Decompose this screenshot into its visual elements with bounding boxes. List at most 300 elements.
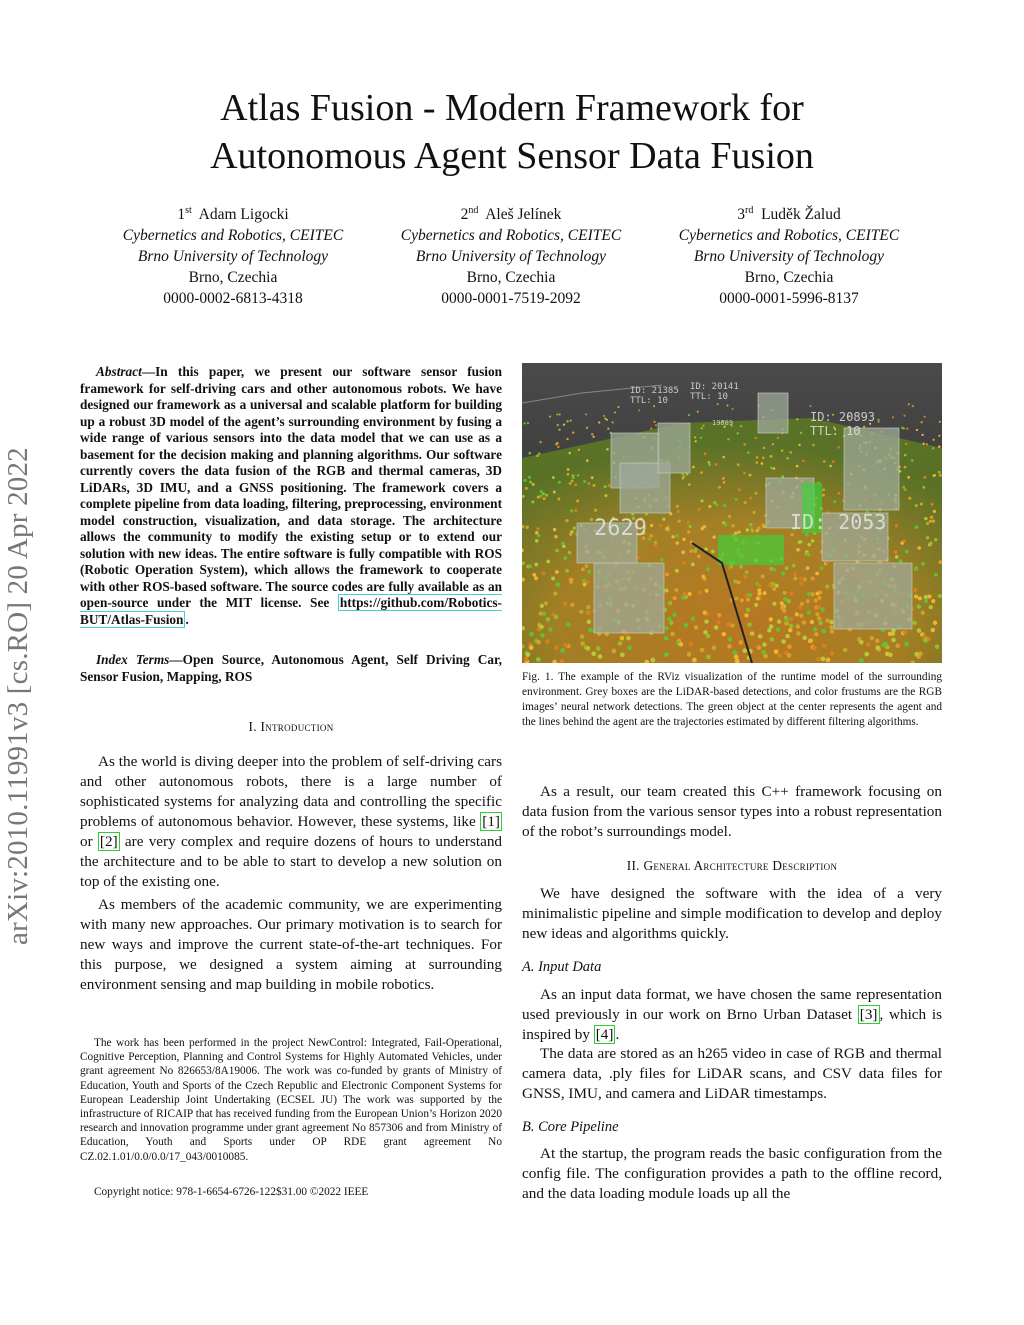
- point-cloud-dot: [817, 596, 821, 600]
- point-cloud-dot: [700, 471, 703, 474]
- point-cloud-dot: [670, 632, 675, 637]
- point-cloud-dot: [606, 419, 608, 421]
- point-cloud-dot: [832, 460, 835, 463]
- point-cloud-dot: [798, 540, 802, 544]
- point-cloud-dot: [604, 494, 607, 497]
- point-cloud-dot: [757, 588, 761, 592]
- intro-paragraph-1: As the world is diving deeper into the problem of self-driving cars and other autonomous robots, there is a large number of sophisticated systems for analyzing data and controlling the specific problems of autonomous behavior. However, these systems, like [1] or [2] are very complex and require dozens of hours to understand the architecture and to be able to start to develop a new solution on top of the existing one.: [80, 753, 503, 890]
- point-cloud-dot: [821, 657, 826, 662]
- point-cloud-dot: [598, 654, 603, 659]
- point-cloud-dot: [883, 642, 888, 647]
- point-cloud-dot: [740, 598, 744, 602]
- point-cloud-dot: [921, 434, 923, 436]
- point-cloud-dot: [755, 492, 758, 495]
- point-cloud-dot: [757, 592, 761, 596]
- point-cloud-dot: [922, 486, 925, 489]
- point-cloud-dot: [617, 406, 619, 408]
- point-cloud-dot: [570, 530, 573, 533]
- point-cloud-dot: [594, 509, 597, 512]
- point-cloud-dot: [903, 415, 905, 417]
- author-university: Brno University of Technology: [693, 248, 885, 266]
- point-cloud-dot: [691, 563, 695, 567]
- point-cloud-dot: [933, 510, 936, 513]
- point-cloud-dot: [572, 432, 574, 434]
- point-cloud-dot: [921, 562, 925, 566]
- point-cloud-dot: [569, 578, 573, 582]
- point-cloud-dot: [675, 569, 679, 573]
- point-cloud-dot: [822, 488, 825, 491]
- point-cloud-dot: [785, 566, 789, 570]
- point-cloud-dot: [654, 543, 658, 547]
- point-cloud-dot: [772, 602, 776, 606]
- detection-label: 2629: [594, 516, 647, 541]
- point-cloud-dot: [540, 604, 544, 608]
- point-cloud-dot: [904, 466, 907, 469]
- citation-link[interactable]: [1]: [482, 813, 500, 830]
- point-cloud-dot: [888, 632, 893, 637]
- point-cloud-dot: [798, 605, 802, 609]
- point-cloud-dot: [653, 421, 655, 423]
- point-cloud-dot: [823, 460, 826, 463]
- point-cloud-dot: [726, 622, 730, 626]
- author-name: 2nd Aleš Jelínek: [460, 205, 562, 224]
- point-cloud-dot: [532, 573, 536, 577]
- point-cloud-dot: [587, 570, 591, 574]
- point-cloud-dot: [768, 583, 772, 587]
- point-cloud-dot: [556, 414, 558, 416]
- point-cloud-dot: [932, 439, 934, 441]
- point-cloud-dot: [681, 596, 685, 600]
- index-terms: [80, 652, 502, 685]
- index-terms-label: Index Terms: [96, 652, 170, 667]
- point-cloud-dot: [875, 645, 880, 650]
- point-cloud-dot: [749, 497, 752, 500]
- point-cloud-dot: [539, 625, 543, 629]
- point-cloud-dot: [607, 428, 609, 430]
- point-cloud-dot: [780, 606, 784, 610]
- abstract: Abstract—In this paper, we present our software sensor fusion framework for self-driving cars and other autonomous robots. We have designed our framework as a universal and scalable platform for building up a robust 3D model of the agent’s surrounding environment by fusing a wide range of various sensors into the data model that we can use as a basement for the decision making and planning algorithms. Our software currently covers the data fusion of the RGB and thermal cameras, 3D LiDARs, 3D IMU, and a GNSS positioning. The framework covers a complete pipeline from data loading, filtering, preprocessing, environment model construction, visualization, and data storage. The architecture allows the community to modify the existing setup or to extend our solution with new ideas. The entire software is fully compatible with ROS (Robotic Operation System), which allows the framework to cooperate with other ROS-based software. The source codes are fully available as an open-source under the MIT license. See https://github.com/Robotics-BUT/Atlas-Fusion .: [80, 364, 502, 627]
- point-cloud-dot: [870, 636, 875, 641]
- point-cloud-dot: [737, 463, 740, 466]
- point-cloud-dot: [812, 646, 817, 651]
- point-cloud-dot: [664, 588, 668, 592]
- point-cloud-dot: [877, 419, 879, 421]
- point-cloud-dot: [921, 611, 925, 615]
- point-cloud-dot: [676, 541, 680, 545]
- point-cloud-dot: [792, 564, 796, 568]
- point-cloud-dot: [915, 504, 918, 507]
- point-cloud-dot: [726, 404, 728, 406]
- point-cloud-dot: [591, 433, 593, 435]
- point-cloud-dot: [866, 642, 871, 647]
- point-cloud-dot: [933, 474, 936, 477]
- point-cloud-dot: [790, 592, 794, 596]
- point-cloud-dot: [682, 591, 686, 595]
- citation-link[interactable]: [3]: [859, 1006, 878, 1023]
- point-cloud-dot: [781, 639, 786, 644]
- point-cloud-dot: [536, 527, 539, 530]
- point-cloud-dot: [556, 583, 560, 587]
- point-cloud-dot: [787, 599, 791, 603]
- point-cloud-dot: [664, 636, 669, 641]
- point-cloud-dot: [863, 426, 865, 428]
- figure-caption: Fig. 1. The example of the RViz visualization of the runtime model of the surrounding environment. Grey boxes are the LiDAR-based detections, and color frustums are the RGB images’ neural network detections. The green object at the center represents the agent and the lines behind the agent are the trajectories estimated by different filtering algorithms.: [522, 671, 942, 728]
- abstract-text: —In this paper, we present our software sensor fusion framework for self-driving cars and other autonomous robots. We have designed our framework as a universal and scalable platform for building up a robust 3D model of the agent’s surrounding environment by fusing a wide range of various sensors into the data model that we can use as a basement for the decision making and planning algorithms. Our software currently covers the data fusion of the RGB and thermal cameras, 3D LiDARs, 3D IMU, and a GNSS positioning. The framework covers a complete pipeline from data loading, filtering, preprocessing, environment model construction, visualization, and data storage. The architecture allows the community to modify the existing setup or to extend our solution with new ideas. The entire software is fully compatible with ROS (Robotic Operation System), which allows the framework to cooperate with other ROS-based software. The source codes are fully available as an open-source under the MIT license. See: [80, 364, 502, 610]
- point-cloud-dot: [561, 542, 565, 546]
- point-cloud-dot: [572, 474, 575, 477]
- point-cloud-dot: [681, 550, 685, 554]
- point-cloud-dot: [777, 437, 779, 439]
- point-cloud-dot: [733, 579, 737, 583]
- point-cloud-dot: [815, 591, 819, 595]
- point-cloud-dot: [922, 634, 927, 639]
- github-link[interactable]: https://github.com/Robotics-BUT/Atlas-Fusion: [80, 595, 502, 627]
- point-cloud-dot: [743, 575, 747, 579]
- point-cloud-dot: [522, 495, 525, 498]
- point-cloud-dot: [776, 627, 780, 631]
- point-cloud-dot: [579, 610, 583, 614]
- point-cloud-dot: [924, 595, 928, 599]
- point-cloud-dot: [810, 620, 814, 624]
- point-cloud-dot: [559, 413, 561, 415]
- point-cloud-dot: [542, 492, 545, 495]
- point-cloud-dot: [933, 621, 937, 625]
- point-cloud-dot: [532, 483, 535, 486]
- point-cloud-dot: [939, 421, 941, 423]
- author-city: Brno, Czechia: [188, 269, 278, 287]
- citation-link[interactable]: [4]: [595, 1026, 614, 1043]
- intro-paragraph-2: As members of the academic community, we are experimenting with many new approaches. Our primary motivation is to search for new ways and improve the current state-of-the-art techniques. For this purpose, we designed a system aiming at surrounding environment sensing and map building in mobile robotics.: [80, 896, 502, 993]
- author-block-3: [654, 200, 924, 309]
- point-cloud-dot: [692, 466, 695, 469]
- point-cloud-dot: [830, 629, 834, 633]
- point-cloud-dot: [555, 549, 559, 553]
- point-cloud-dot: [626, 636, 631, 641]
- point-cloud-dot: [697, 411, 699, 413]
- point-cloud-dot: [904, 454, 907, 457]
- citation-link[interactable]: [2]: [99, 833, 118, 850]
- point-cloud-dot: [689, 641, 694, 646]
- detection-label: TTL: 10: [810, 424, 861, 438]
- point-cloud-dot: [545, 494, 548, 497]
- point-cloud-dot: [830, 651, 835, 656]
- right-paragraph-2: We have designed the software with the idea of a very minimalistic pipeline and simple modification to develop and deploy new ideas and algorithms quickly.: [522, 885, 942, 942]
- point-cloud-dot: [926, 443, 928, 445]
- point-cloud-dot: [837, 446, 840, 449]
- point-cloud-dot: [734, 531, 737, 534]
- point-cloud-dot: [924, 517, 927, 520]
- point-cloud-dot: [586, 459, 589, 462]
- author-name: 1st Adam Ligocki: [177, 205, 289, 224]
- point-cloud-dot: [914, 594, 918, 598]
- author-affiliation: Cybernetics and Robotics, CEITEC: [400, 227, 622, 245]
- point-cloud-dot: [818, 621, 822, 625]
- point-cloud-dot: [777, 653, 782, 658]
- point-cloud-dot: [798, 444, 800, 446]
- point-cloud-dot: [821, 607, 825, 611]
- point-cloud-dot: [649, 534, 652, 537]
- point-cloud-dot: [585, 564, 589, 568]
- point-cloud-dot: [552, 476, 555, 479]
- point-cloud-dot: [571, 479, 574, 482]
- point-cloud-dot: [811, 592, 815, 596]
- point-cloud-dot: [717, 403, 719, 405]
- point-cloud-dot: [563, 643, 568, 648]
- point-cloud-dot: [905, 550, 909, 554]
- point-cloud-dot: [837, 492, 840, 495]
- point-cloud-dot: [745, 570, 749, 574]
- point-cloud-dot: [826, 658, 831, 663]
- point-cloud-dot: [877, 420, 879, 422]
- point-cloud-dot: [895, 555, 899, 559]
- point-cloud-dot: [542, 571, 546, 575]
- point-cloud-dot: [688, 483, 691, 486]
- point-cloud-dot: [727, 438, 729, 440]
- point-cloud-dot: [583, 480, 586, 483]
- point-cloud-dot: [785, 618, 789, 622]
- point-cloud-dot: [702, 424, 704, 426]
- point-cloud-dot: [939, 474, 942, 477]
- point-cloud-dot: [857, 637, 862, 642]
- point-cloud-dot: [567, 468, 570, 471]
- point-cloud-dot: [772, 443, 774, 445]
- author-city: Brno, Czechia: [466, 269, 556, 287]
- right-paragraph-4: The data are stored as an h265 video in case of RGB and thermal camera data, .ply files for LiDAR scans, and CSV data files for GNSS, IMU, and camera and LiDAR timestamps.: [522, 1045, 942, 1102]
- point-cloud-dot: [938, 445, 941, 448]
- point-cloud-dot: [728, 637, 733, 642]
- point-cloud-dot: [715, 463, 718, 466]
- point-cloud-dot: [787, 653, 792, 658]
- point-cloud-dot: [650, 427, 652, 429]
- point-cloud-dot: [538, 452, 541, 455]
- point-cloud-dot: [789, 617, 793, 621]
- right-paragraph-5: At the startup, the program reads the basic configuration from the config file. The configuration provides a path to the offline record, and the data loading module loads up all the: [522, 1145, 942, 1202]
- point-cloud-dot: [548, 627, 552, 631]
- point-cloud-dot: [917, 605, 921, 609]
- point-cloud-dot: [673, 596, 677, 600]
- point-cloud-dot: [529, 481, 532, 484]
- point-cloud-dot: [540, 490, 543, 493]
- point-cloud-dot: [811, 539, 815, 543]
- point-cloud-dot: [676, 505, 679, 508]
- point-cloud-dot: [734, 596, 738, 600]
- point-cloud-dot: [545, 639, 550, 644]
- point-cloud-dot: [681, 473, 684, 476]
- point-cloud-dot: [907, 476, 910, 479]
- point-cloud-dot: [793, 577, 797, 581]
- point-cloud-dot: [611, 421, 613, 423]
- title-line-1: Atlas Fusion - Modern Framework for: [220, 87, 804, 129]
- abstract-label: Abstract: [96, 364, 142, 379]
- author-name: 3rd Luděk Žalud: [737, 205, 841, 224]
- point-cloud-dot: [587, 611, 591, 615]
- point-cloud-dot: [563, 602, 567, 606]
- point-cloud-dot: [918, 596, 922, 600]
- point-cloud-dot: [781, 475, 784, 478]
- point-cloud-dot: [864, 652, 869, 657]
- point-cloud-dot: [806, 599, 810, 603]
- point-cloud-dot: [586, 646, 591, 651]
- point-cloud-dot: [664, 626, 668, 630]
- point-cloud-dot: [938, 560, 942, 564]
- point-cloud-dot: [688, 525, 691, 528]
- point-cloud-dot: [799, 614, 803, 618]
- point-cloud-dot: [598, 421, 600, 423]
- point-cloud-dot: [524, 657, 529, 662]
- point-cloud-dot: [769, 617, 773, 621]
- point-cloud-dot: [591, 476, 594, 479]
- point-cloud-dot: [611, 649, 616, 654]
- point-cloud-dot: [614, 411, 616, 413]
- detection-label: TTL: 10: [630, 396, 668, 406]
- point-cloud-dot: [722, 456, 725, 459]
- point-cloud-dot: [662, 518, 665, 521]
- point-cloud-dot: [822, 494, 825, 497]
- point-cloud-dot: [554, 615, 558, 619]
- point-cloud-dot: [843, 648, 848, 653]
- point-cloud-dot: [929, 520, 932, 523]
- point-cloud-dot: [701, 575, 705, 579]
- copyright-notice: Copyright notice: 978-1-6654-6726-122$31.00 ©2022 IEEE: [94, 1186, 369, 1198]
- point-cloud-dot: [811, 577, 815, 581]
- point-cloud-dot: [814, 632, 819, 637]
- point-cloud-dot: [763, 654, 768, 659]
- point-cloud-dot: [758, 634, 763, 639]
- point-cloud-dot: [914, 567, 918, 571]
- author-orcid: 0000-0001-7519-2092: [441, 290, 581, 308]
- point-cloud-dot: [829, 625, 833, 629]
- point-cloud-dot: [529, 452, 532, 455]
- point-cloud-dot: [531, 500, 534, 503]
- point-cloud-dot: [908, 403, 910, 405]
- point-cloud-dot: [694, 436, 696, 438]
- point-cloud-dot: [586, 605, 590, 609]
- point-cloud-dot: [912, 405, 914, 407]
- point-cloud-dot: [525, 487, 528, 490]
- point-cloud-dot: [739, 565, 743, 569]
- point-cloud-dot: [756, 456, 759, 459]
- point-cloud-dot: [553, 491, 556, 494]
- author-university: Brno University of Technology: [137, 248, 329, 266]
- point-cloud-dot: [588, 628, 592, 632]
- point-cloud-dot: [750, 631, 754, 635]
- point-cloud-dot: [711, 550, 715, 554]
- point-cloud-dot: [771, 582, 775, 586]
- point-cloud-dot: [757, 645, 762, 650]
- point-cloud-dot: [934, 538, 937, 541]
- point-cloud-dot: [659, 524, 662, 527]
- point-cloud-dot: [722, 632, 727, 637]
- point-cloud-dot: [754, 437, 756, 439]
- point-cloud-dot: [730, 623, 734, 627]
- point-cloud-dot: [701, 527, 704, 530]
- author-university: Brno University of Technology: [415, 248, 607, 266]
- point-cloud-dot: [570, 419, 572, 421]
- point-cloud-dot: [774, 649, 779, 654]
- detection-label: ID: 2053: [790, 510, 887, 534]
- point-cloud-dot: [706, 634, 711, 639]
- point-cloud-dot: [924, 416, 926, 418]
- point-cloud-dot: [740, 425, 742, 427]
- point-cloud-dot: [585, 413, 587, 415]
- point-cloud-dot: [926, 522, 929, 525]
- point-cloud-dot: [536, 640, 541, 645]
- right-paragraph-1: As a result, our team created this C++ framework focusing on data fusion from the various sensor types into a robust representation of the robot’s surroundings model.: [522, 783, 942, 840]
- point-cloud-dot: [913, 588, 917, 592]
- point-cloud-dot: [900, 541, 904, 545]
- point-cloud-dot: [758, 583, 762, 587]
- point-cloud-dot: [723, 481, 726, 484]
- point-cloud-dot: [769, 567, 773, 571]
- right-paragraph-3: As an input data format, we have chosen the same representation used previously in our work on Brno Urban Dataset [3] , which is inspired by [4] .: [522, 986, 942, 1043]
- paper-title: [0, 84, 1024, 180]
- point-cloud-dot: [667, 617, 671, 621]
- point-cloud-dot: [669, 621, 673, 625]
- point-cloud-dot: [770, 455, 773, 458]
- point-cloud-dot: [780, 601, 784, 605]
- author-block-2: [376, 200, 646, 309]
- point-cloud-dot: [555, 570, 559, 574]
- section-heading-architecture: II. General Architecture Description: [626, 858, 838, 873]
- point-cloud-dot: [891, 638, 896, 643]
- point-cloud-dot: [677, 520, 680, 523]
- author-city: Brno, Czechia: [744, 269, 834, 287]
- point-cloud-dot: [698, 508, 701, 511]
- point-cloud-dot: [706, 567, 710, 571]
- point-cloud-dot: [807, 610, 811, 614]
- title-line-2: Autonomous Agent Sensor Data Fusion: [210, 135, 814, 177]
- point-cloud-dot: [749, 474, 752, 477]
- detection-label: 19689: [712, 419, 734, 427]
- point-cloud-dot: [618, 641, 623, 646]
- point-cloud-dot: [800, 432, 802, 434]
- point-cloud-dot: [577, 474, 580, 477]
- point-cloud-dot: [908, 497, 911, 500]
- point-cloud-dot: [816, 657, 821, 662]
- point-cloud-dot: [829, 620, 833, 624]
- point-cloud-dot: [563, 423, 565, 425]
- point-cloud-dot: [566, 438, 568, 440]
- point-cloud-dot: [904, 642, 909, 647]
- section-heading-introduction: I. Introduction: [248, 719, 334, 734]
- point-cloud-dot: [554, 535, 557, 538]
- point-cloud-dot: [744, 501, 747, 504]
- point-cloud-dot: [747, 622, 751, 626]
- point-cloud-dot: [938, 594, 942, 598]
- point-cloud-dot: [931, 599, 935, 603]
- point-cloud-dot: [664, 652, 669, 657]
- point-cloud-dot: [924, 599, 928, 603]
- point-cloud-dot: [930, 516, 933, 519]
- point-cloud-dot: [931, 628, 935, 632]
- point-cloud-dot: [697, 591, 701, 595]
- point-cloud-dot: [799, 581, 803, 585]
- point-cloud-dot: [929, 605, 933, 609]
- point-cloud-dot: [894, 550, 898, 554]
- point-cloud-dot: [917, 628, 921, 632]
- point-cloud-dot: [738, 488, 741, 491]
- point-cloud-dot: [914, 652, 919, 657]
- detection-label: ID: 20893: [810, 410, 876, 424]
- point-cloud-dot: [582, 579, 586, 583]
- index-terms-text: —Open Source, Autonomous Agent, Self Driving Car, Sensor Fusion, Mapping, ROS: [80, 652, 502, 684]
- point-cloud-dot: [704, 453, 707, 456]
- point-cloud-dot: [557, 446, 560, 449]
- point-cloud-dot: [716, 620, 720, 624]
- point-cloud-dot: [574, 483, 577, 486]
- point-cloud-dot: [728, 515, 731, 518]
- point-cloud-dot: [671, 535, 674, 538]
